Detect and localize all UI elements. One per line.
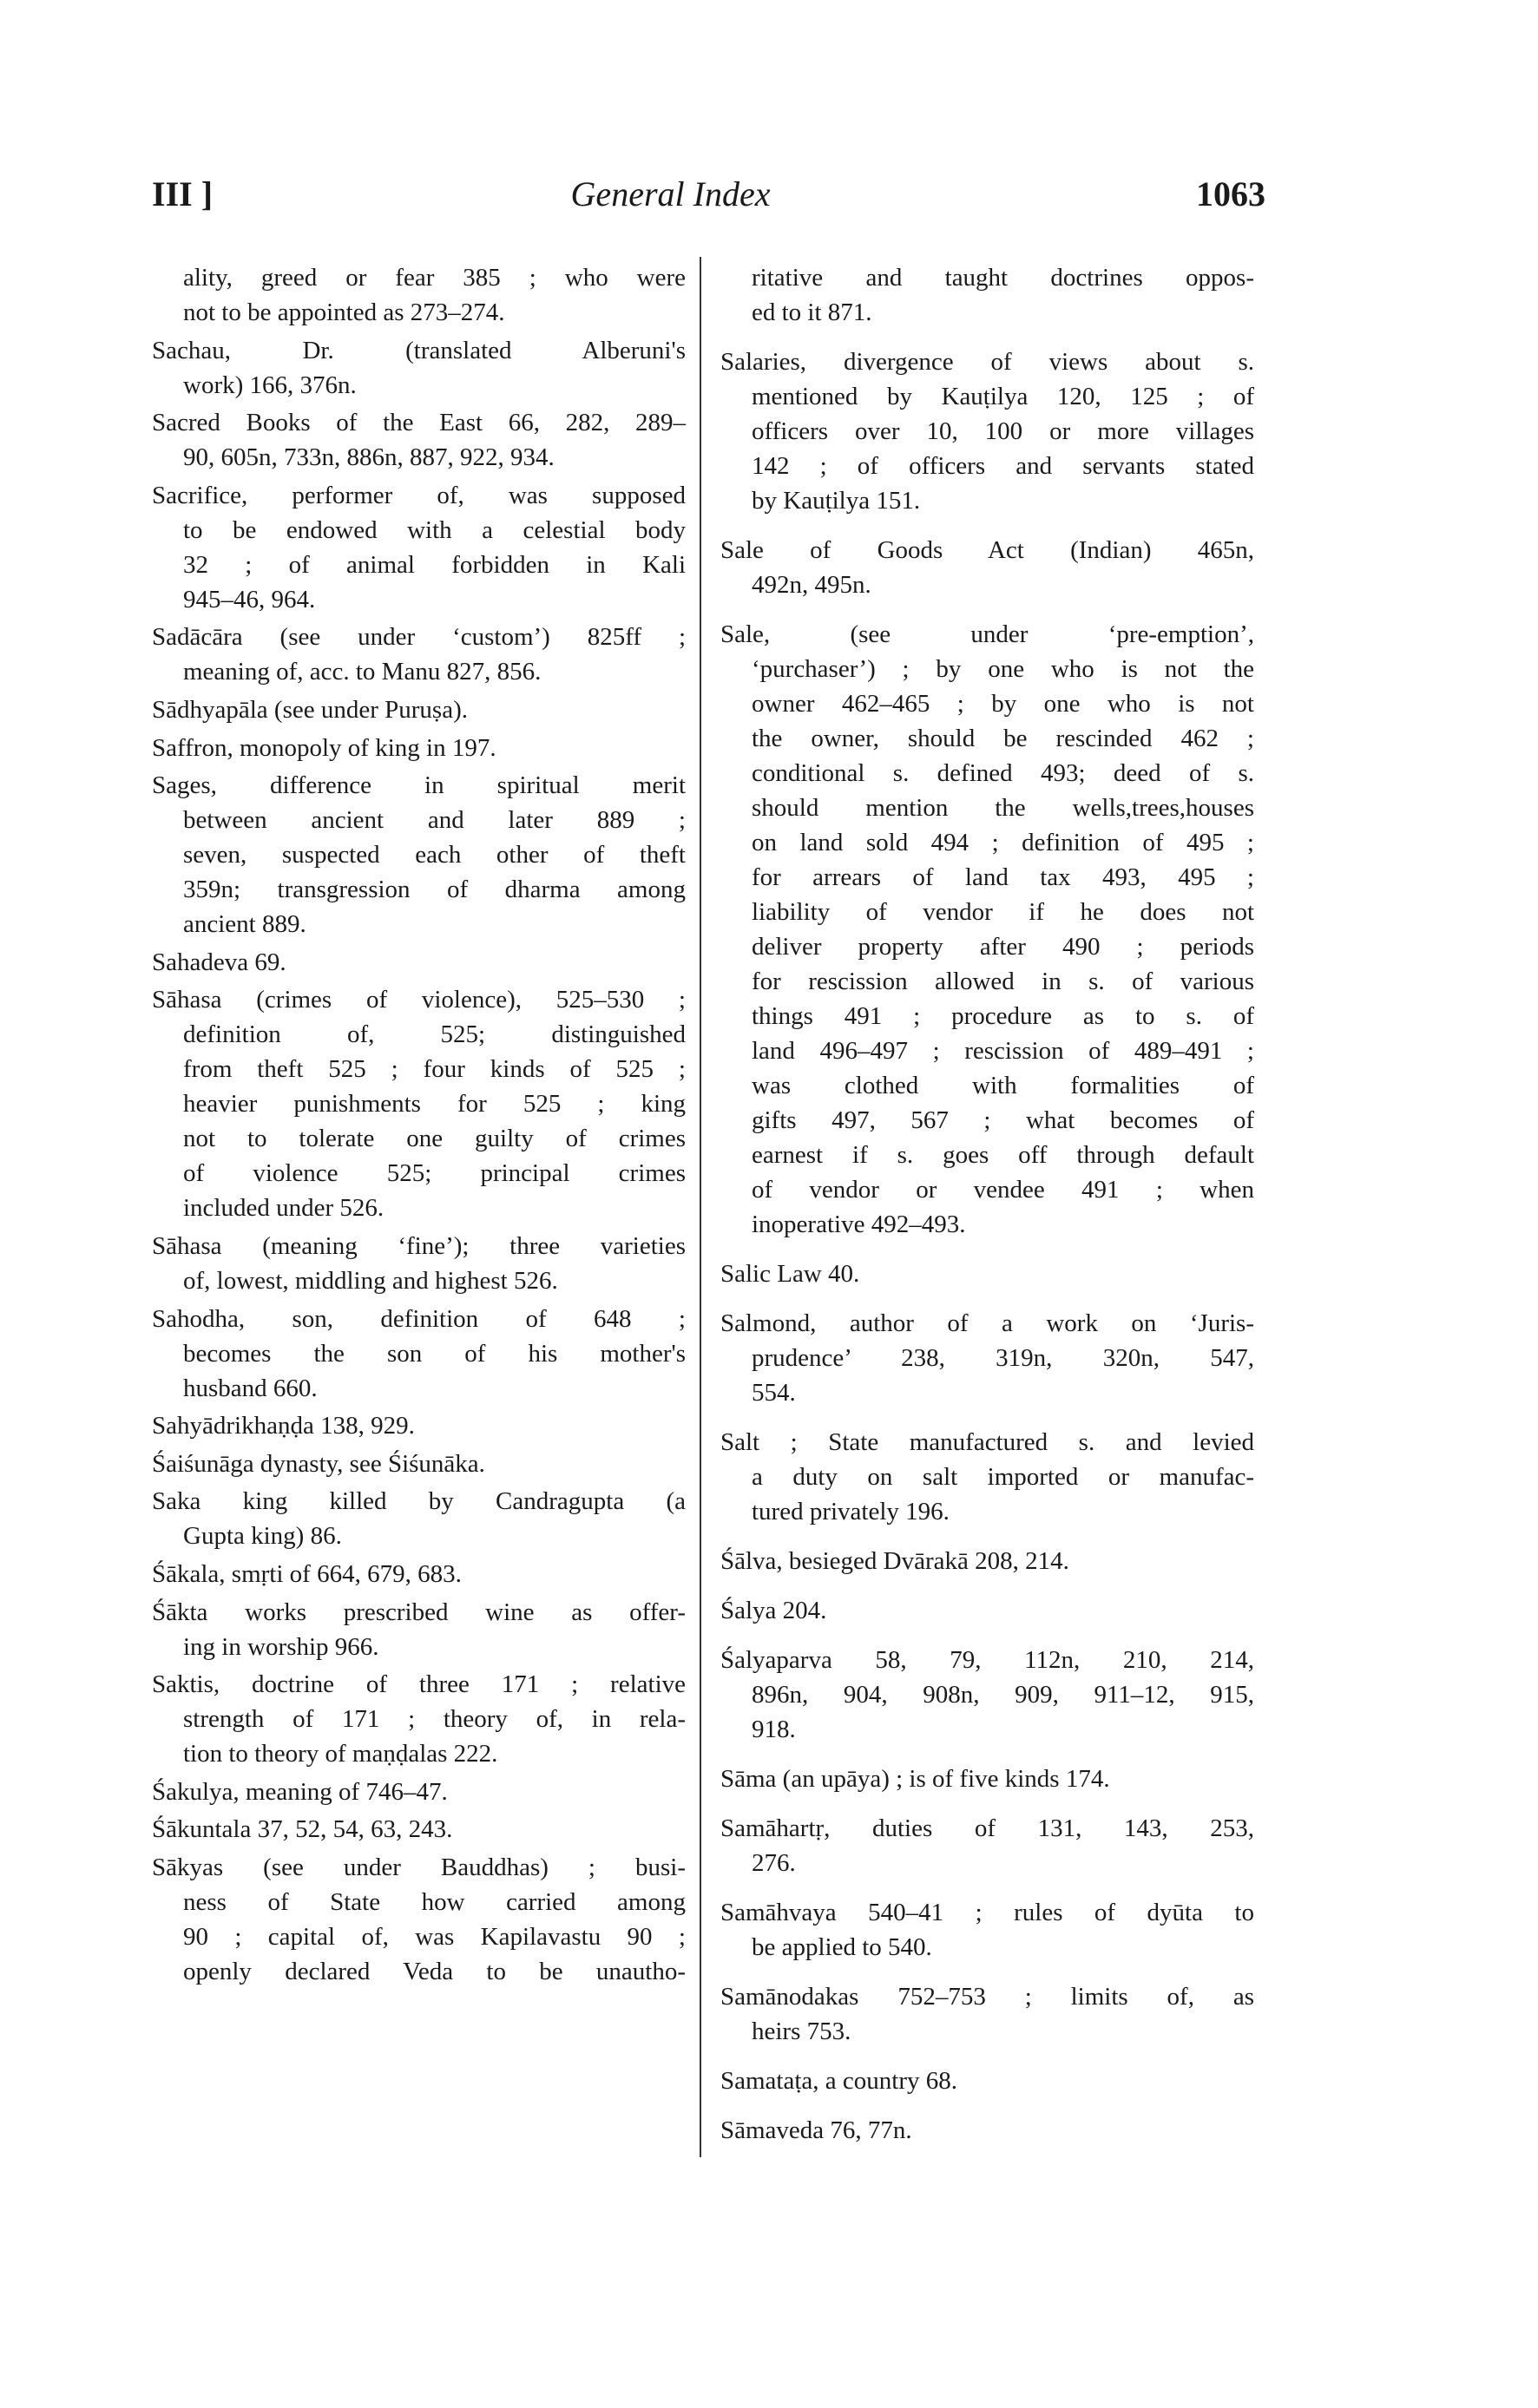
- index-line: between ancient and later 889 ;: [183, 806, 686, 835]
- index-entry: [720, 1811, 1254, 1880]
- index-line: ality, greed or fear 385 ; who were: [183, 264, 686, 292]
- index-entry: [720, 1425, 1254, 1529]
- index-entry: [152, 1812, 686, 1847]
- index-entry: [152, 620, 686, 689]
- index-entry: [720, 2113, 1254, 2148]
- index-line: Samāhvaya 540–41 ; rules of dyūta to: [720, 1899, 1254, 1926]
- index-entry: [720, 1643, 1254, 1747]
- index-line: Gupta king) 86.: [183, 1522, 342, 1551]
- index-line: Sāhasa (crimes of violence), 525–530 ;: [152, 986, 686, 1014]
- index-line: Salt ; State manufactured s. and levied: [720, 1428, 1254, 1456]
- section-number: III ]: [152, 174, 214, 213]
- index-column-right: [720, 260, 1254, 2162]
- index-line: Sale, (see under ‘pre-emption’,: [720, 620, 1254, 648]
- index-line: Sale of Goods Act (Indian) 465n,: [720, 536, 1254, 564]
- index-entry: [152, 1447, 686, 1481]
- index-line: was clothed with formalities of: [752, 1072, 1254, 1099]
- index-entry: [152, 1557, 686, 1591]
- index-entry: [720, 260, 1254, 330]
- page-number: 1063: [1196, 174, 1265, 213]
- index-line: heirs 753.: [752, 2018, 851, 2045]
- index-line: to be endowed with a celestial body: [183, 515, 686, 544]
- index-line: openly declared Veda to be unautho-: [183, 1957, 686, 1985]
- index-line: meaning of, acc. to Manu 827, 856.: [183, 658, 542, 686]
- index-line: heavier punishments for 525 ; king: [183, 1090, 686, 1119]
- index-line: tured privately 196.: [752, 1498, 950, 1526]
- index-line: not to be appointed as 273–274.: [183, 299, 505, 326]
- index-line: Sāma (an upāya) ; is of five kinds 174.: [720, 1765, 1110, 1793]
- index-line: mentioned by Kauṭilya 120, 125 ; of: [752, 383, 1254, 410]
- index-line: Samānodakas 752–753 ; limits of, as: [720, 1983, 1254, 2011]
- index-entry: [152, 982, 686, 1225]
- index-entry: [152, 1229, 686, 1298]
- index-line: Śakulya, meaning of 746–47.: [152, 1777, 448, 1806]
- index-entry: [720, 1544, 1254, 1578]
- index-line: be applied to 540.: [752, 1933, 932, 1961]
- index-line: Sākyas (see under Bauddhas) ; busi-: [152, 1853, 686, 1881]
- index-line: ness of State how carried among: [183, 1887, 686, 1916]
- index-line: work) 166, 376n.: [183, 371, 357, 399]
- index-line: ing in worship 966.: [183, 1632, 379, 1661]
- index-entry: [720, 344, 1254, 518]
- index-entry: [152, 1850, 686, 1989]
- index-line: of, lowest, middling and highest 526.: [183, 1266, 558, 1295]
- index-line: the owner, should be rescinded 462 ;: [752, 725, 1254, 752]
- index-line: Śākala, smṛti of 664, 679, 683.: [152, 1559, 462, 1588]
- index-line: 142 ; of officers and servants stated: [752, 452, 1254, 480]
- index-line: 492n, 495n.: [752, 571, 871, 599]
- index-line: officers over 10, 100 or more villages: [752, 417, 1254, 445]
- index-line: Śākta works prescribed wine as offer-: [152, 1598, 686, 1626]
- index-line: for rescission allowed in s. of various: [752, 968, 1254, 995]
- index-entry: [720, 1593, 1254, 1628]
- index-line: land 496–497 ; rescission of 489–491 ;: [752, 1037, 1254, 1065]
- index-line: Sacred Books of the East 66, 282, 289–: [152, 409, 686, 437]
- index-line: gifts 497, 567 ; what becomes of: [752, 1106, 1254, 1134]
- index-line: deliver property after 490 ; periods: [752, 933, 1254, 961]
- index-line: Sādhyapāla (see under Puruṣa).: [152, 695, 468, 724]
- index-line: becomes the son of his mother's: [183, 1339, 686, 1368]
- index-line: Śaiśunāga dynasty, see Śiśunāka.: [152, 1449, 485, 1478]
- index-entry: [720, 2064, 1254, 2098]
- index-entry: [152, 478, 686, 617]
- index-line: Salmond, author of a work on ‘Juris-: [720, 1309, 1254, 1337]
- index-line: husband 660.: [183, 1374, 318, 1402]
- index-entry: [152, 1484, 686, 1553]
- index-entry: [720, 1895, 1254, 1965]
- index-line: for arrears of land tax 493, 495 ;: [752, 863, 1254, 891]
- index-line: from theft 525 ; four kinds of 525 ;: [183, 1055, 686, 1084]
- index-line: Saktis, doctrine of three 171 ; relative: [152, 1670, 686, 1699]
- index-line: Sahadeva 69.: [152, 948, 286, 976]
- index-line: Salic Law 40.: [720, 1260, 860, 1288]
- index-line: liability of vendor if he does not: [752, 898, 1254, 926]
- index-entry: [152, 692, 686, 727]
- index-entry: [152, 731, 686, 765]
- index-line: 276.: [752, 1849, 796, 1877]
- index-line: Samāhartṛ, duties of 131, 143, 253,: [720, 1814, 1254, 1842]
- index-entry: [152, 768, 686, 942]
- index-line: should mention the wells,trees,houses: [752, 794, 1254, 822]
- index-line: of violence 525; principal crimes: [183, 1159, 686, 1188]
- index-line: a duty on salt imported or manufac-: [752, 1463, 1254, 1491]
- index-entry: [152, 1775, 686, 1809]
- index-line: 554.: [752, 1379, 796, 1407]
- index-column-left: [152, 260, 686, 1991]
- index-line: not to tolerate one guilty of crimes: [183, 1125, 686, 1153]
- index-entry: [720, 533, 1254, 602]
- index-entry: [720, 1256, 1254, 1291]
- index-line: inoperative 492–493.: [752, 1211, 966, 1238]
- index-line: Sadācāra (see under ‘custom’) 825ff ;: [152, 623, 686, 652]
- index-line: 945–46, 964.: [183, 585, 316, 613]
- index-line: Salaries, divergence of views about s.: [720, 348, 1254, 376]
- index-line: ‘purchaser’) ; by one who is not the: [752, 655, 1254, 683]
- index-line: Samataṭa, a country 68.: [720, 2067, 957, 2095]
- index-entry: [152, 260, 686, 330]
- index-entry: [720, 1762, 1254, 1796]
- index-line: ritative and taught doctrines oppos-: [752, 264, 1254, 292]
- index-line: conditional s. defined 493; deed of s.: [752, 759, 1254, 787]
- index-line: tion to theory of maṇḍalas 222.: [183, 1740, 498, 1768]
- index-line: included under 526.: [183, 1194, 384, 1223]
- index-line: Śalyaparva 58, 79, 112n, 210, 214,: [720, 1646, 1254, 1674]
- index-line: Sāmaveda 76, 77n.: [720, 2116, 912, 2144]
- index-line: Saka king killed by Candragupta (a: [152, 1487, 686, 1516]
- index-line: on land sold 494 ; definition of 495 ;: [752, 829, 1254, 856]
- index-line: Sachau, Dr. (translated Alberuni's: [152, 336, 686, 364]
- index-line: Saffron, monopoly of king in 197.: [152, 733, 496, 762]
- running-title: General Index: [570, 174, 771, 213]
- index-line: 32 ; of animal forbidden in Kali: [183, 550, 686, 579]
- index-entry: [152, 1667, 686, 1771]
- index-entry: [152, 1408, 686, 1443]
- index-entry: [152, 333, 686, 403]
- index-entry: [152, 1595, 686, 1664]
- index-entry: [720, 1979, 1254, 2049]
- index-line: ed to it 871.: [752, 299, 872, 326]
- index-line: Sahodha, son, definition of 648 ;: [152, 1304, 686, 1333]
- index-line: Sāhasa (meaning ‘fine’); three varieties: [152, 1231, 686, 1260]
- index-line: Sages, difference in spiritual merit: [152, 771, 686, 800]
- index-line: 896n, 904, 908n, 909, 911–12, 915,: [752, 1681, 1254, 1709]
- index-line: prudence’ 238, 319n, 320n, 547,: [752, 1344, 1254, 1372]
- index-line: definition of, 525; distinguished: [183, 1020, 686, 1049]
- index-line: ancient 889.: [183, 910, 306, 939]
- index-line: 918.: [752, 1716, 796, 1743]
- index-line: Śalya 204.: [720, 1597, 827, 1624]
- column-divider: [700, 257, 701, 2157]
- index-entry: [720, 617, 1254, 1242]
- index-line: Sahyādrikhaṇḍa 138, 929.: [152, 1412, 415, 1440]
- index-entry: [152, 945, 686, 980]
- index-line: owner 462–465 ; by one who is not: [752, 690, 1254, 718]
- index-line: Śālva, besieged Dvārakā 208, 214.: [720, 1547, 1069, 1575]
- index-entry: [152, 1302, 686, 1406]
- index-line: 90, 605n, 733n, 886n, 887, 922, 934.: [183, 443, 555, 472]
- index-line: Sacrifice, performer of, was supposed: [152, 481, 686, 509]
- index-line: strength of 171 ; theory of, in rela-: [183, 1705, 686, 1734]
- index-line: things 491 ; procedure as to s. of: [752, 1002, 1254, 1030]
- index-line: by Kauṭilya 151.: [752, 487, 921, 515]
- index-line: Śākuntala 37, 52, 54, 63, 243.: [152, 1815, 453, 1844]
- index-line: of vendor or vendee 491 ; when: [752, 1176, 1254, 1204]
- index-line: seven, suspected each other of theft: [183, 841, 686, 869]
- index-entry: [152, 405, 686, 475]
- index-line: earnest if s. goes off through default: [752, 1141, 1254, 1169]
- index-entry: [720, 1306, 1254, 1410]
- index-line: 359n; transgression of dharma among: [183, 876, 686, 904]
- index-line: 90 ; capital of, was Kapilavastu 90 ;: [183, 1922, 686, 1951]
